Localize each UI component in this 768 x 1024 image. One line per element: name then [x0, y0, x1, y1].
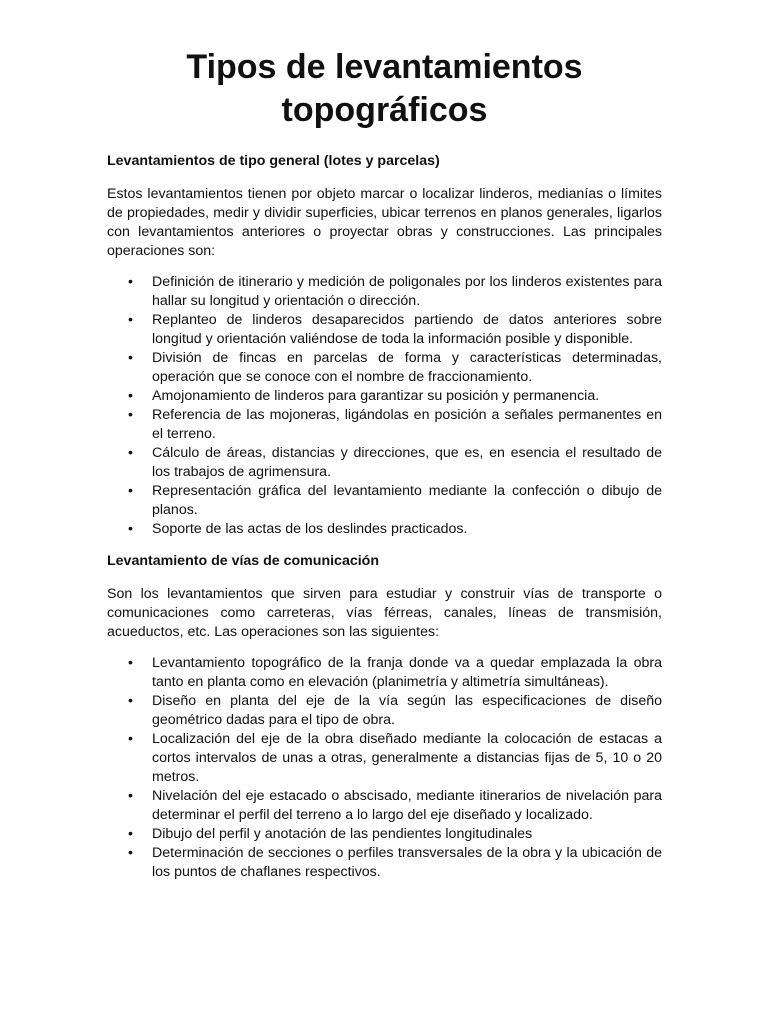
bullet-icon: •: [128, 788, 133, 804]
bullet-icon: •: [128, 445, 133, 461]
list-item-text: Localización del eje de la obra diseñado mediante la colocación de estacas a cortos intervalos de unas a otras, generalmente a distancias fijas de 5, 10 o 20 metros.: [152, 731, 662, 785]
bullet-icon: •: [128, 312, 133, 328]
list-item: [107, 825, 662, 844]
bullet-list: [107, 654, 662, 882]
list-item-text: Dibujo del perfil y anotación de las pendientes longitudinales: [152, 826, 533, 842]
list-item: [107, 730, 662, 787]
bullet-icon: •: [128, 826, 133, 842]
document-title: [107, 46, 662, 132]
list-item: [107, 654, 662, 692]
list-item-text: División de fincas en parcelas de forma y características determinadas, operación que se conoce con el nombre de fraccionamiento.: [152, 350, 662, 385]
bullet-list: [107, 273, 662, 539]
list-item: [107, 406, 662, 444]
list-item-text: Replanteo de linderos desaparecidos partiendo de datos anteriores sobre longitud y orientación valiéndose de toda la información posible y disponible.: [152, 312, 662, 347]
list-item-text: Referencia de las mojoneras, ligándolas en posición a señales permanentes en el terreno.: [152, 407, 662, 442]
list-item: [107, 387, 662, 406]
bullet-icon: •: [128, 845, 133, 861]
list-item: [107, 692, 662, 730]
bullet-icon: •: [128, 407, 133, 423]
list-item: [107, 787, 662, 825]
section-general-surveys: [107, 152, 662, 539]
list-item: [107, 349, 662, 387]
list-item-text: Cálculo de áreas, distancias y direcciones, que es, en esencia el resultado de los trabajos de agrimensura.: [152, 445, 662, 480]
section-heading: Levantamiento de vías de comunicación: [107, 553, 380, 569]
list-item-text: Diseño en planta del eje de la vía según las especificaciones de diseño geométrico dadas para el tipo de obra.: [152, 693, 662, 728]
section-paragraph: Estos levantamientos tienen por objeto marcar o localizar linderos, medianías o límites de propiedades, medir y dividir superficies, ubicar terrenos en planos generales, ligarlos con levantamientos anteriores o proyectar obras y construcciones. Las principales operaciones son:: [107, 186, 662, 259]
bullet-icon: •: [128, 350, 133, 366]
section-heading: Levantamientos de tipo general (lotes y parcelas): [107, 153, 440, 169]
list-item-text: Representación gráfica del levantamiento mediante la confección o dibujo de planos.: [152, 483, 662, 518]
bullet-icon: •: [128, 521, 133, 537]
list-item: [107, 844, 662, 882]
list-item: [107, 520, 662, 539]
bullet-icon: •: [128, 693, 133, 709]
list-item-text: Nivelación del eje estacado o abscisado, mediante itinerarios de nivelación para determinar el perfil del terreno a lo largo del eje diseñado y localizado.: [152, 788, 662, 823]
list-item: [107, 444, 662, 482]
list-item: [107, 311, 662, 349]
list-item-text: Definición de itinerario y medición de poligonales por los linderos existentes para hallar su longitud y orientación o dirección.: [152, 274, 662, 309]
section-paragraph: Son los levantamientos que sirven para estudiar y construir vías de transporte o comunicaciones como carreteras, vías férreas, canales, líneas de transmisión, acueductos, etc. Las operaciones son las siguientes:: [107, 586, 662, 640]
section-communication-routes: [107, 552, 662, 882]
title-line-2: topográficos: [281, 91, 488, 129]
title-line-1: Tipos de levantamientos: [186, 48, 583, 86]
list-item: [107, 273, 662, 311]
list-item-text: Levantamiento topográfico de la franja donde va a quedar emplazada la obra tanto en planta como en elevación (planimetría y altimetría simultáneas).: [152, 655, 662, 690]
bullet-icon: •: [128, 388, 133, 404]
list-item-text: Determinación de secciones o perfiles transversales de la obra y la ubicación de los puntos de chaflanes respectivos.: [152, 845, 662, 880]
list-item: [107, 482, 662, 520]
list-item-text: Soporte de las actas de los deslindes practicados.: [152, 521, 468, 537]
list-item-text: Amojonamiento de linderos para garantizar su posición y permanencia.: [152, 388, 600, 404]
bullet-icon: •: [128, 274, 133, 290]
bullet-icon: •: [128, 731, 133, 747]
bullet-icon: •: [128, 483, 133, 499]
bullet-icon: •: [128, 655, 133, 671]
